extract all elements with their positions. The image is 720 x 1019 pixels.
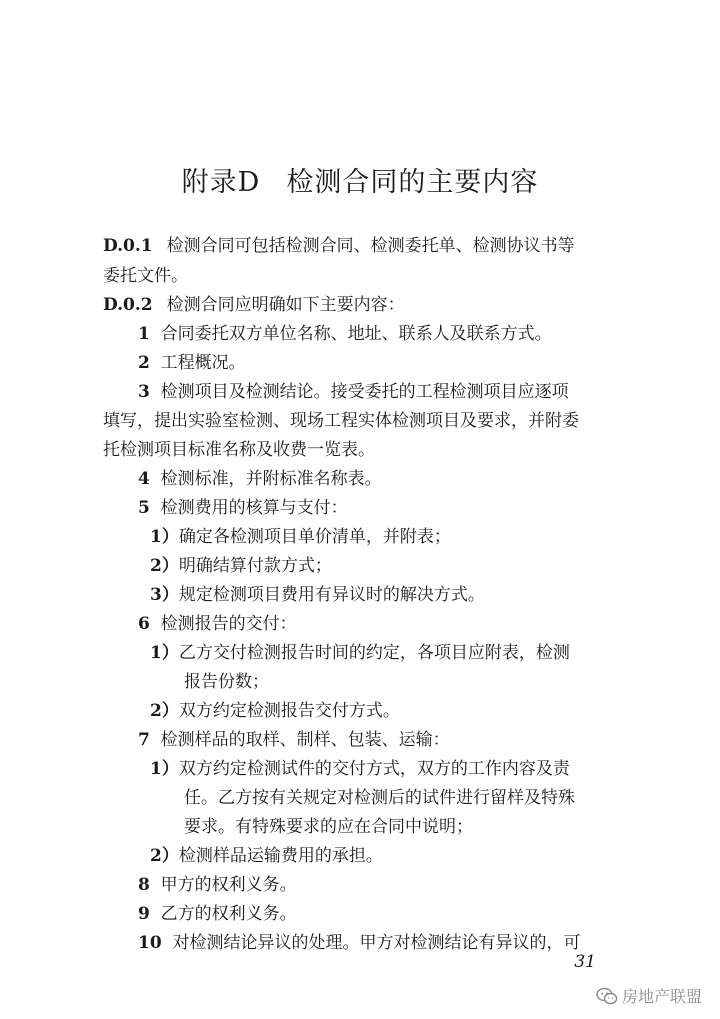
line-text: 检测项目及检测结论。接受委托的工程检测项目应逐项 — [160, 382, 569, 402]
line-text: 检测样品运输费用的承担。 — [178, 846, 383, 866]
line-text: 检测费用的核算与支付： — [160, 498, 348, 518]
item-number: 3 — [138, 382, 150, 402]
sub-item-number: 1） — [150, 643, 179, 663]
sub-item — [150, 643, 570, 663]
list-item — [138, 324, 552, 344]
line-text: 乙方的权利义务。 — [160, 904, 297, 924]
list-item — [138, 353, 246, 373]
wechat-icon — [596, 987, 618, 1005]
line-text: 明确结算付款方式； — [178, 556, 332, 576]
sub-item — [150, 585, 485, 605]
body-line — [103, 440, 375, 460]
line-text: 报告份数； — [184, 672, 269, 692]
item-number: 8 — [138, 875, 150, 895]
list-item — [138, 730, 450, 750]
list-item — [138, 875, 297, 895]
line-text: 双方约定检测试件的交付方式，双方的工作内容及责 — [178, 759, 570, 779]
sub-item-number: 2） — [150, 846, 179, 866]
sub-item-number: 2） — [150, 556, 179, 576]
line-text: 工程概况。 — [160, 353, 246, 373]
item-number: 10 — [138, 933, 162, 953]
item-number: 4 — [138, 469, 150, 489]
list-item — [138, 382, 569, 402]
clause-number: D.0.2 — [103, 295, 153, 315]
appendix-heading: 检测合同的主要内容 — [286, 167, 539, 198]
body-line — [184, 788, 575, 808]
line-text: 要求。有特殊要求的应在合同中说明； — [184, 817, 473, 837]
line-text: 确定各检测项目单价清单，并附表； — [178, 527, 451, 547]
list-item — [138, 933, 580, 953]
line-text: 填写，提出实验室检测、现场工程实体检测项目及要求，并附委 — [103, 411, 579, 431]
line-text: 委托文件。 — [103, 266, 188, 286]
line-text: 托检测项目标准名称及收费一览表。 — [103, 440, 375, 460]
item-number: 7 — [138, 730, 150, 750]
line-text: 任。乙方按有关规定对检测后的试件进行留样及特殊 — [184, 788, 575, 808]
sub-item — [150, 701, 400, 721]
line-text: 检测样品的取样、制样、包装、运输： — [160, 730, 450, 750]
item-number: 2 — [138, 353, 150, 373]
line-text: 检测合同应明确如下主要内容： — [166, 295, 405, 315]
appendix-title — [0, 160, 720, 199]
line-text: 甲方的权利义务。 — [160, 875, 297, 895]
sub-item — [150, 527, 451, 547]
body-line — [103, 411, 579, 431]
watermark-text: 房地产联盟 — [621, 987, 702, 1006]
line-text: 对检测结论异议的处理。甲方对检测结论有异议的，可 — [172, 933, 581, 953]
list-item — [138, 614, 297, 634]
sub-item-number: 1） — [150, 527, 179, 547]
item-number: 5 — [138, 498, 150, 518]
sub-item — [150, 759, 570, 779]
line-text: 检测报告的交付： — [160, 614, 297, 634]
clause-line — [103, 236, 575, 256]
line-text: 检测合同可包括检测合同、检测委托单、检测协议书等 — [166, 236, 575, 256]
sub-item — [150, 846, 383, 866]
clause-number: D.0.1 — [103, 236, 153, 256]
line-text: 乙方交付检测报告时间的约定，各项目应附表，检测 — [178, 643, 570, 663]
watermark — [596, 984, 702, 1007]
body-line — [103, 266, 188, 286]
clause-line — [103, 295, 405, 315]
appendix-label: 附录D — [181, 167, 261, 198]
line-text: 规定检测项目费用有异议时的解决方式。 — [178, 585, 485, 605]
list-item — [138, 904, 297, 924]
item-number: 1 — [138, 324, 150, 344]
sub-item-number: 2） — [150, 701, 179, 721]
sub-item — [150, 556, 332, 576]
body-line — [184, 672, 269, 692]
sub-item-number: 3） — [150, 585, 179, 605]
line-text: 双方约定检测报告交付方式。 — [178, 701, 400, 721]
body-line — [184, 817, 473, 837]
list-item — [138, 498, 348, 518]
item-number: 6 — [138, 614, 150, 634]
line-text: 检测标准，并附标准名称表。 — [160, 469, 382, 489]
line-text: 合同委托双方单位名称、地址、联系人及联系方式。 — [160, 324, 552, 344]
list-item — [138, 469, 382, 489]
sub-item-number: 1） — [150, 759, 179, 779]
page-number: 31 — [574, 952, 596, 972]
item-number: 9 — [138, 904, 150, 924]
